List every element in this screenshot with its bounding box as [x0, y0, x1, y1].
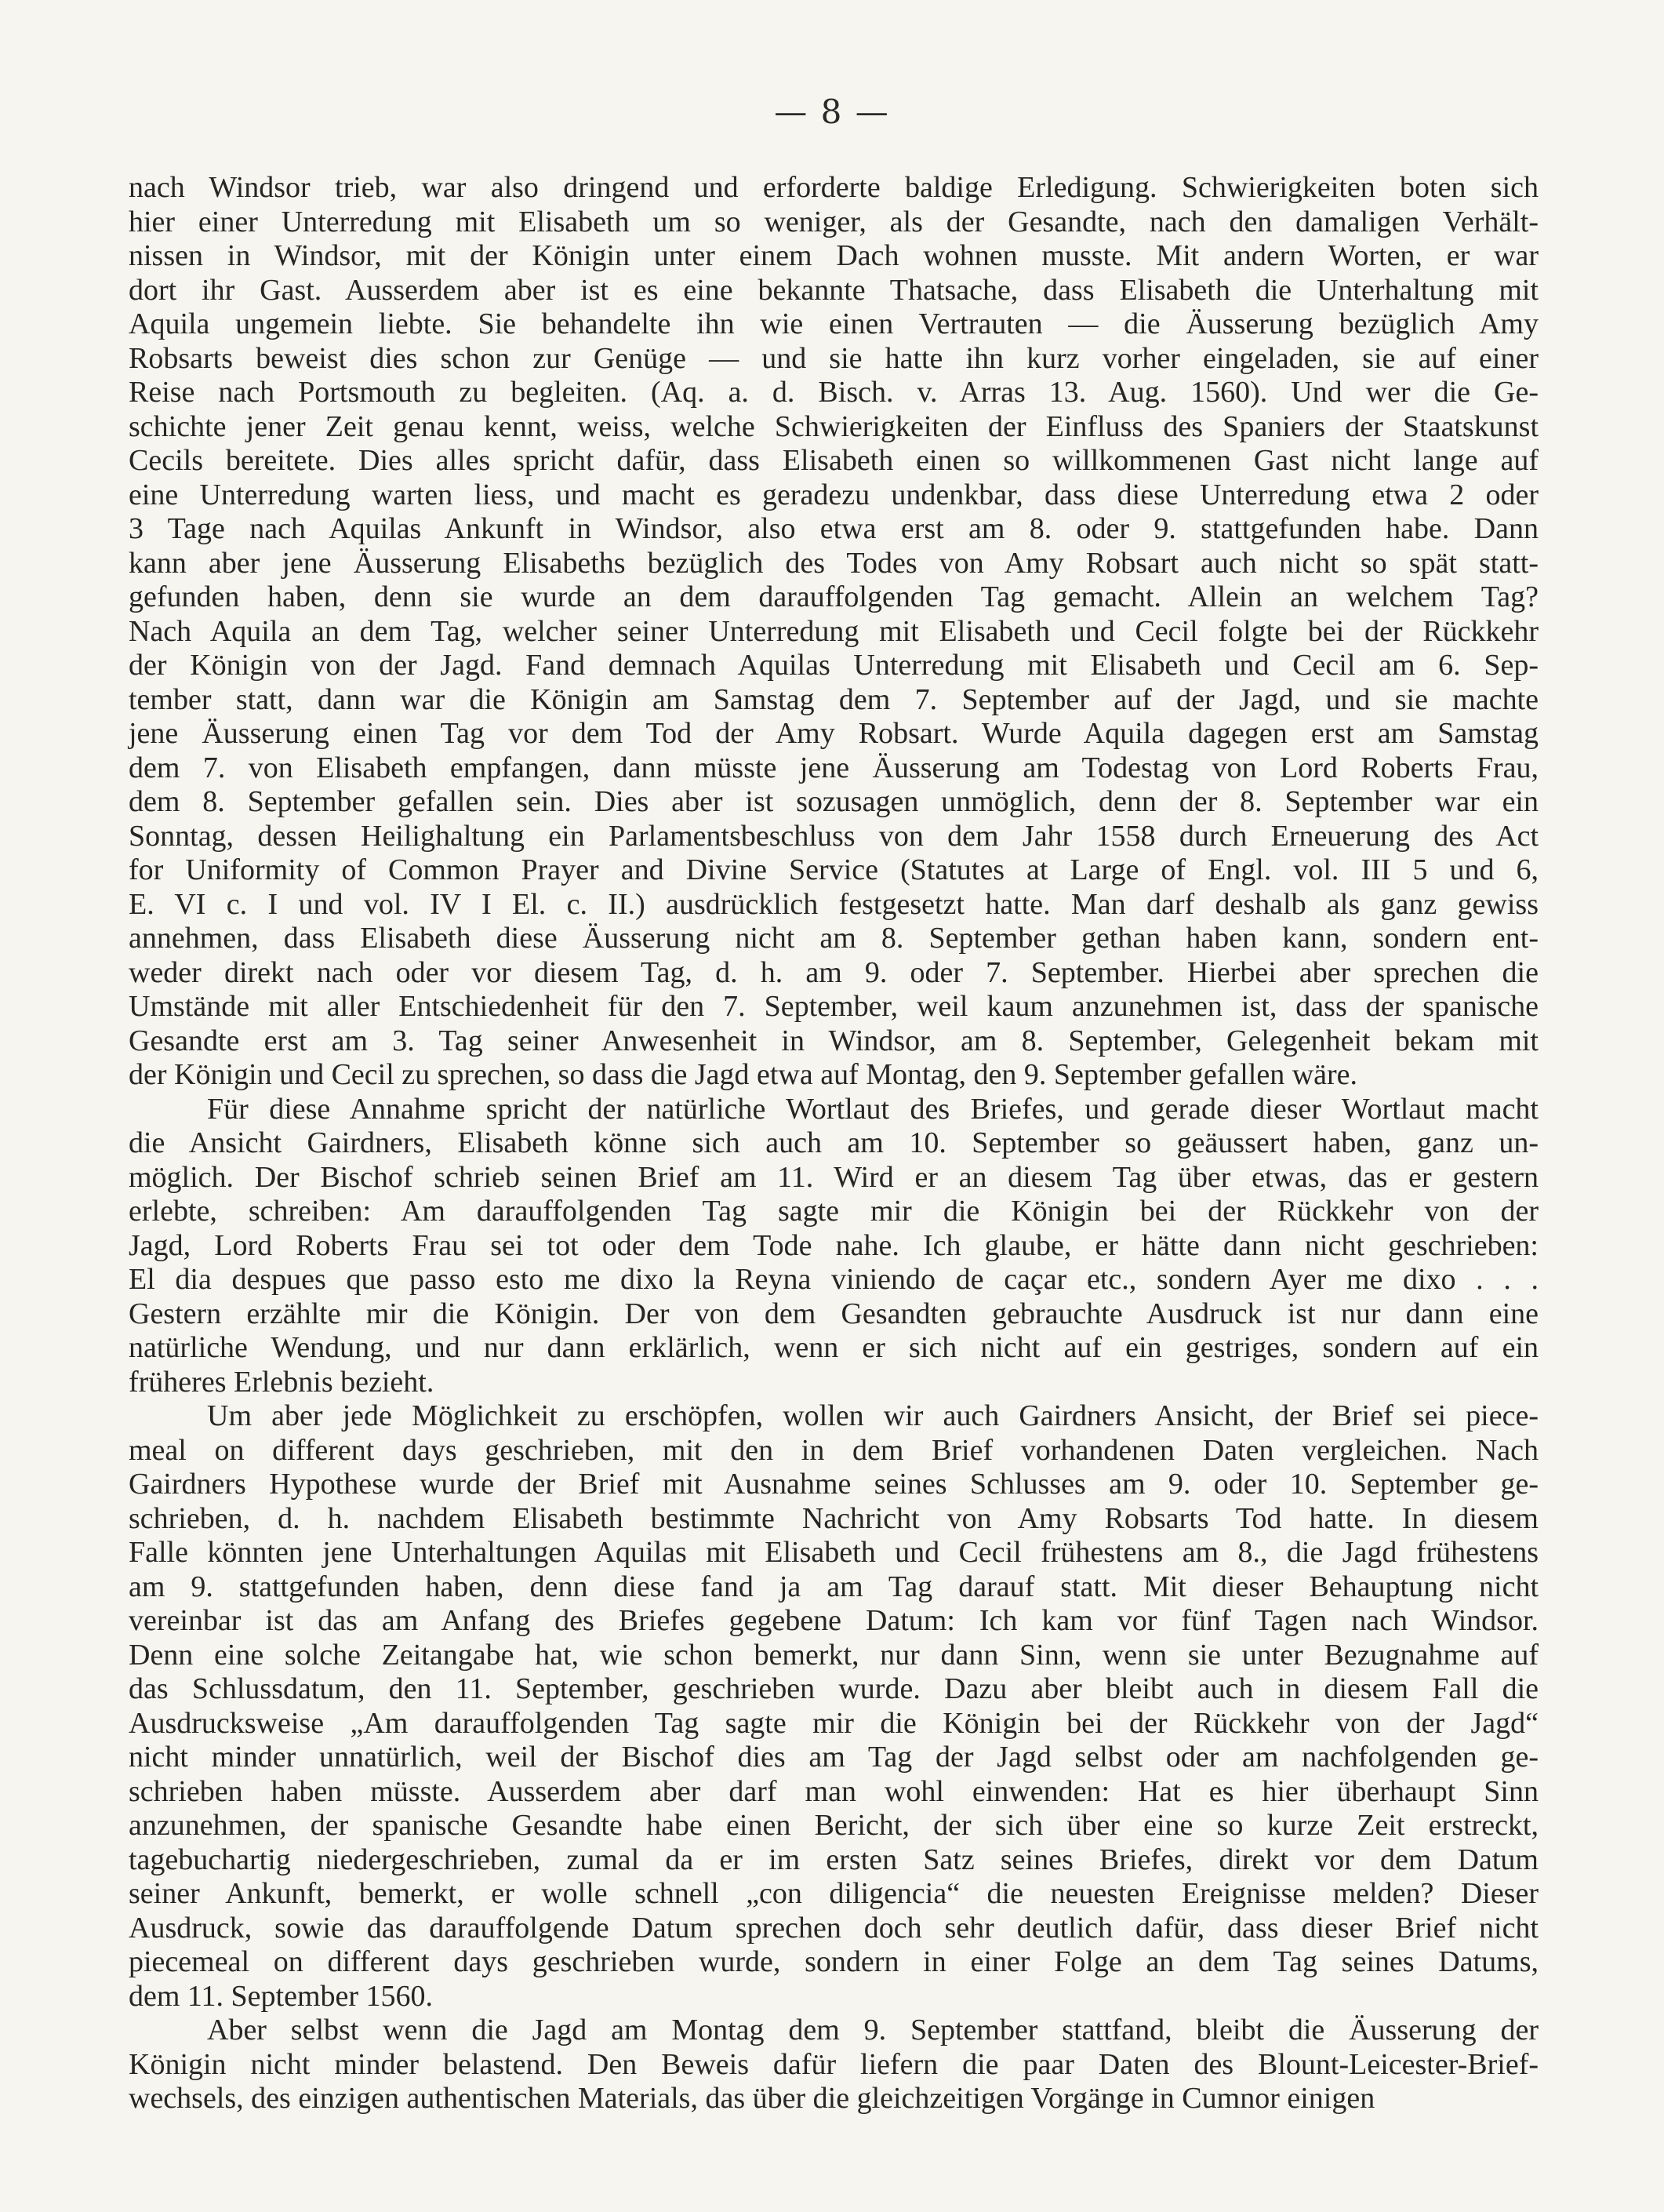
text-line: wechsels, des einzigen authentischen Materials, das über die gleichzeitigen Vorgänge in Cumnor einigen [129, 2082, 1375, 2115]
text-line: dem 8. September gefallen sein. Dies aber ist sozusagen unmöglich, denn der 8. September war ein [129, 785, 1539, 818]
text-line: nach Windsor trieb, war also dringend und erforderte baldige Erledigung. Schwierigkeiten boten sich [129, 171, 1539, 204]
text-line: vereinbar ist das am Anfang des Briefes gegebene Datum: Ich kam vor fünf Tagen nach Windsor. [129, 1604, 1539, 1637]
text-line: tagebuchartig niedergeschrieben, zumal da er im ersten Satz seines Briefes, direkt vor dem Datum [129, 1843, 1539, 1876]
text-line: gefunden haben, denn sie wurde an dem darauffolgenden Tag gemacht. Allein an welchem Tag? [129, 580, 1539, 613]
text-line: früheres Erlebnis bezieht. [129, 1365, 434, 1399]
text-line: Robsarts beweist dies schon zur Genüge — und sie hatte ihn kurz vorher eingeladen, sie auf einer [129, 341, 1539, 375]
text-line: Denn eine solche Zeitangabe hat, wie schon bemerkt, nur dann Sinn, wenn sie unter Bezugnahme auf [129, 1638, 1539, 1672]
text-line: nicht minder unnatürlich, weil der Bischof dies am Tag der Jagd selbst oder am nachfolgenden ge- [129, 1741, 1539, 1774]
text-line: nissen in Windsor, mit der Königin unter einem Dach wohnen musste. Mit andern Worten, er war [129, 239, 1539, 272]
text-line: Umstände mit aller Entschiedenheit für den 7. September, weil kaum anzunehmen ist, dass der spanische [129, 990, 1539, 1023]
text-line: Jagd, Lord Roberts Frau sei tot oder dem Tode nahe. Ich glaube, er hätte dann nicht geschrieben: [129, 1228, 1539, 1262]
text-line: tember statt, dann war die Königin am Samstag dem 7. September auf der Jagd, und sie machte [129, 682, 1539, 716]
text-line: erlebte, schreiben: Am darauffolgenden Tag sagte mir die Königin bei der Rückkehr von der [129, 1195, 1539, 1228]
text-line: Sonntag, dessen Heilighaltung ein Parlamentsbeschluss von dem Jahr 1558 durch Erneuerung des Act [129, 819, 1539, 853]
text-line: natürliche Wendung, und nur dann erklärlich, wenn er sich nicht auf ein gestriges, sondern auf ein [129, 1331, 1539, 1364]
text-line: piecemeal on different days geschrieben wurde, sondern in einer Folge an dem Tag seines Datums, [129, 1945, 1539, 1978]
page-number: — 8 — [774, 93, 890, 131]
text-line: eine Unterredung warten liess, und macht es geradezu undenkbar, dass diese Unterredung etwa 2 oder [129, 478, 1539, 511]
text-line: weder direkt nach oder vor diesem Tag, d. h. am 9. oder 7. September. Hierbei aber sprechen die [129, 955, 1539, 989]
text-line: Königin nicht minder belastend. Den Beweis dafür liefern die paar Daten des Blount-Leicester-Brief- [129, 2047, 1539, 2081]
text-line: dort ihr Gast. Ausserdem aber ist es eine bekannte Thatsache, dass Elisabeth die Unterhaltung mit [129, 273, 1539, 307]
paragraph [129, 1093, 1539, 1400]
text-line: Ausdrucksweise „Am darauffolgenden Tag sagte mir die Königin bei der Rückkehr von der Jagd“ [129, 1706, 1539, 1740]
text-line: El dia despues que passo esto me dixo la Reyna viniendo de caçar etc., sondern Ayer me dixo . . . [129, 1263, 1539, 1296]
text-line: schichte jener Zeit genau kennt, weiss, welche Schwierigkeiten der Einfluss des Spaniers der Staatskunst [129, 409, 1539, 443]
text-line: der Königin und Cecil zu sprechen, so dass die Jagd etwa auf Montag, den 9. September gefallen wäre. [129, 1058, 1358, 1091]
text-line: der Königin von der Jagd. Fand demnach Aquilas Unterredung mit Elisabeth und Cecil am 6. Sep- [129, 649, 1539, 682]
text-line: jene Äusserung einen Tag vor dem Tod der Amy Robsart. Wurde Aquila dagegen erst am Samstag [129, 717, 1539, 750]
text-line: annehmen, dass Elisabeth diese Äusserung nicht am 8. September gethan haben kann, sondern ent- [129, 922, 1539, 955]
text-line: die Ansicht Gairdners, Elisabeth könne sich auch am 10. September so geäussert haben, ganz un- [129, 1126, 1539, 1159]
text-line: Gesandte erst am 3. Tag seiner Anwesenheit in Windsor, am 8. September, Gelegenheit bekam mit [129, 1024, 1539, 1057]
text-line: Nach Aquila an dem Tag, welcher seiner Unterredung mit Elisabeth und Cecil folgte bei der Rückkehr [129, 614, 1539, 648]
text-line: Für diese Annahme spricht der natürliche Wortlaut des Briefes, und gerade dieser Wortlaut macht [207, 1092, 1539, 1126]
paragraph [129, 171, 1539, 1093]
text-line: Gestern erzählte mir die Königin. Der von dem Gesandten gebrauchte Ausdruck ist nur dann eine [129, 1297, 1539, 1330]
text-line: E. VI c. I und vol. IV I El. c. II.) ausdrücklich festgesetzt hatte. Man darf deshalb als ganz gewiss [129, 887, 1539, 921]
text-line: meal on different days geschrieben, mit den in dem Brief vorhandenen Daten vergleichen. Nach [129, 1433, 1539, 1467]
text-line: Aquila ungemein liebte. Sie behandelte ihn wie einen Vertrauten — die Äusserung bezüglich Amy [129, 307, 1539, 340]
body-text [129, 171, 1539, 2116]
text-line: dem 7. von Elisabeth empfangen, dann müsste jene Äusserung am Todestag von Lord Roberts Frau, [129, 751, 1539, 784]
text-line: schrieben haben müsste. Ausserdem aber darf man wohl einwenden: Hat es hier überhaupt Sinn [129, 1774, 1539, 1808]
text-line: dem 11. September 1560. [129, 1979, 434, 2013]
text-line: das Schlussdatum, den 11. September, geschrieben wurde. Dazu aber bleibt auch in diesem Fall die [129, 1672, 1539, 1705]
text-line: hier einer Unterredung mit Elisabeth um so weniger, als der Gesandte, nach den damaligen Verhält- [129, 205, 1539, 238]
text-line: Aber selbst wenn die Jagd am Montag dem 9. September stattfand, bleibt die Äusserung der [207, 2014, 1539, 2046]
text-line: for Uniformity of Common Prayer and Divine Service (Statutes at Large of Engl. vol. III 5 und 6, [129, 853, 1539, 886]
text-line: am 9. stattgefunden haben, denn diese fand ja am Tag darauf statt. Mit dieser Behauptung nicht [129, 1570, 1539, 1603]
text-line: 3 Tage nach Aquilas Ankunft in Windsor, also etwa erst am 8. oder 9. stattgefunden habe. Dann [129, 512, 1539, 545]
text-line: Um aber jede Möglichkeit zu erschöpfen, wollen wir auch Gairdners Ansicht, der Brief sei piece- [207, 1399, 1539, 1432]
paragraph [129, 1399, 1539, 2014]
text-line: Gairdners Hypothese wurde der Brief mit Ausnahme seines Schlusses am 9. oder 10. September ge- [129, 1468, 1539, 1501]
text-line: Cecils bereitete. Dies alles spricht dafür, dass Elisabeth einen so willkommenen Gast nicht lange auf [129, 444, 1539, 477]
text-line: Ausdruck, sowie das darauffolgende Datum sprechen doch sehr deutlich dafür, dass dieser Brief nicht [129, 1911, 1539, 1945]
text-line: möglich. Der Bischof schrieb seinen Brief am 11. Wird er an diesem Tag über etwas, das er gestern [129, 1160, 1539, 1194]
text-line: kann aber jene Äusserung Elisabeths bezüglich des Todes von Amy Robsart auch nicht so spät statt- [129, 546, 1539, 580]
text-line: seiner Ankunft, bemerkt, er wolle schnell „con diligencia“ die neuesten Ereignisse melden? Dieser [129, 1877, 1539, 1910]
text-line: schrieben, d. h. nachdem Elisabeth bestimmte Nachricht von Amy Robsarts Tod hatte. In diesem [129, 1501, 1539, 1535]
text-line: Reise nach Portsmouth zu begleiten. (Aq. a. d. Bisch. v. Arras 13. Aug. 1560). Und wer die Ge- [129, 376, 1539, 409]
text-line: Falle könnten jene Unterhaltungen Aquilas mit Elisabeth und Cecil frühestens am 8., die Jagd frühestens [129, 1536, 1539, 1569]
text-line: anzunehmen, der spanische Gesandte habe einen Bericht, der sich über eine so kurze Zeit erstreckt, [129, 1809, 1539, 1842]
paragraph [129, 2014, 1539, 2116]
